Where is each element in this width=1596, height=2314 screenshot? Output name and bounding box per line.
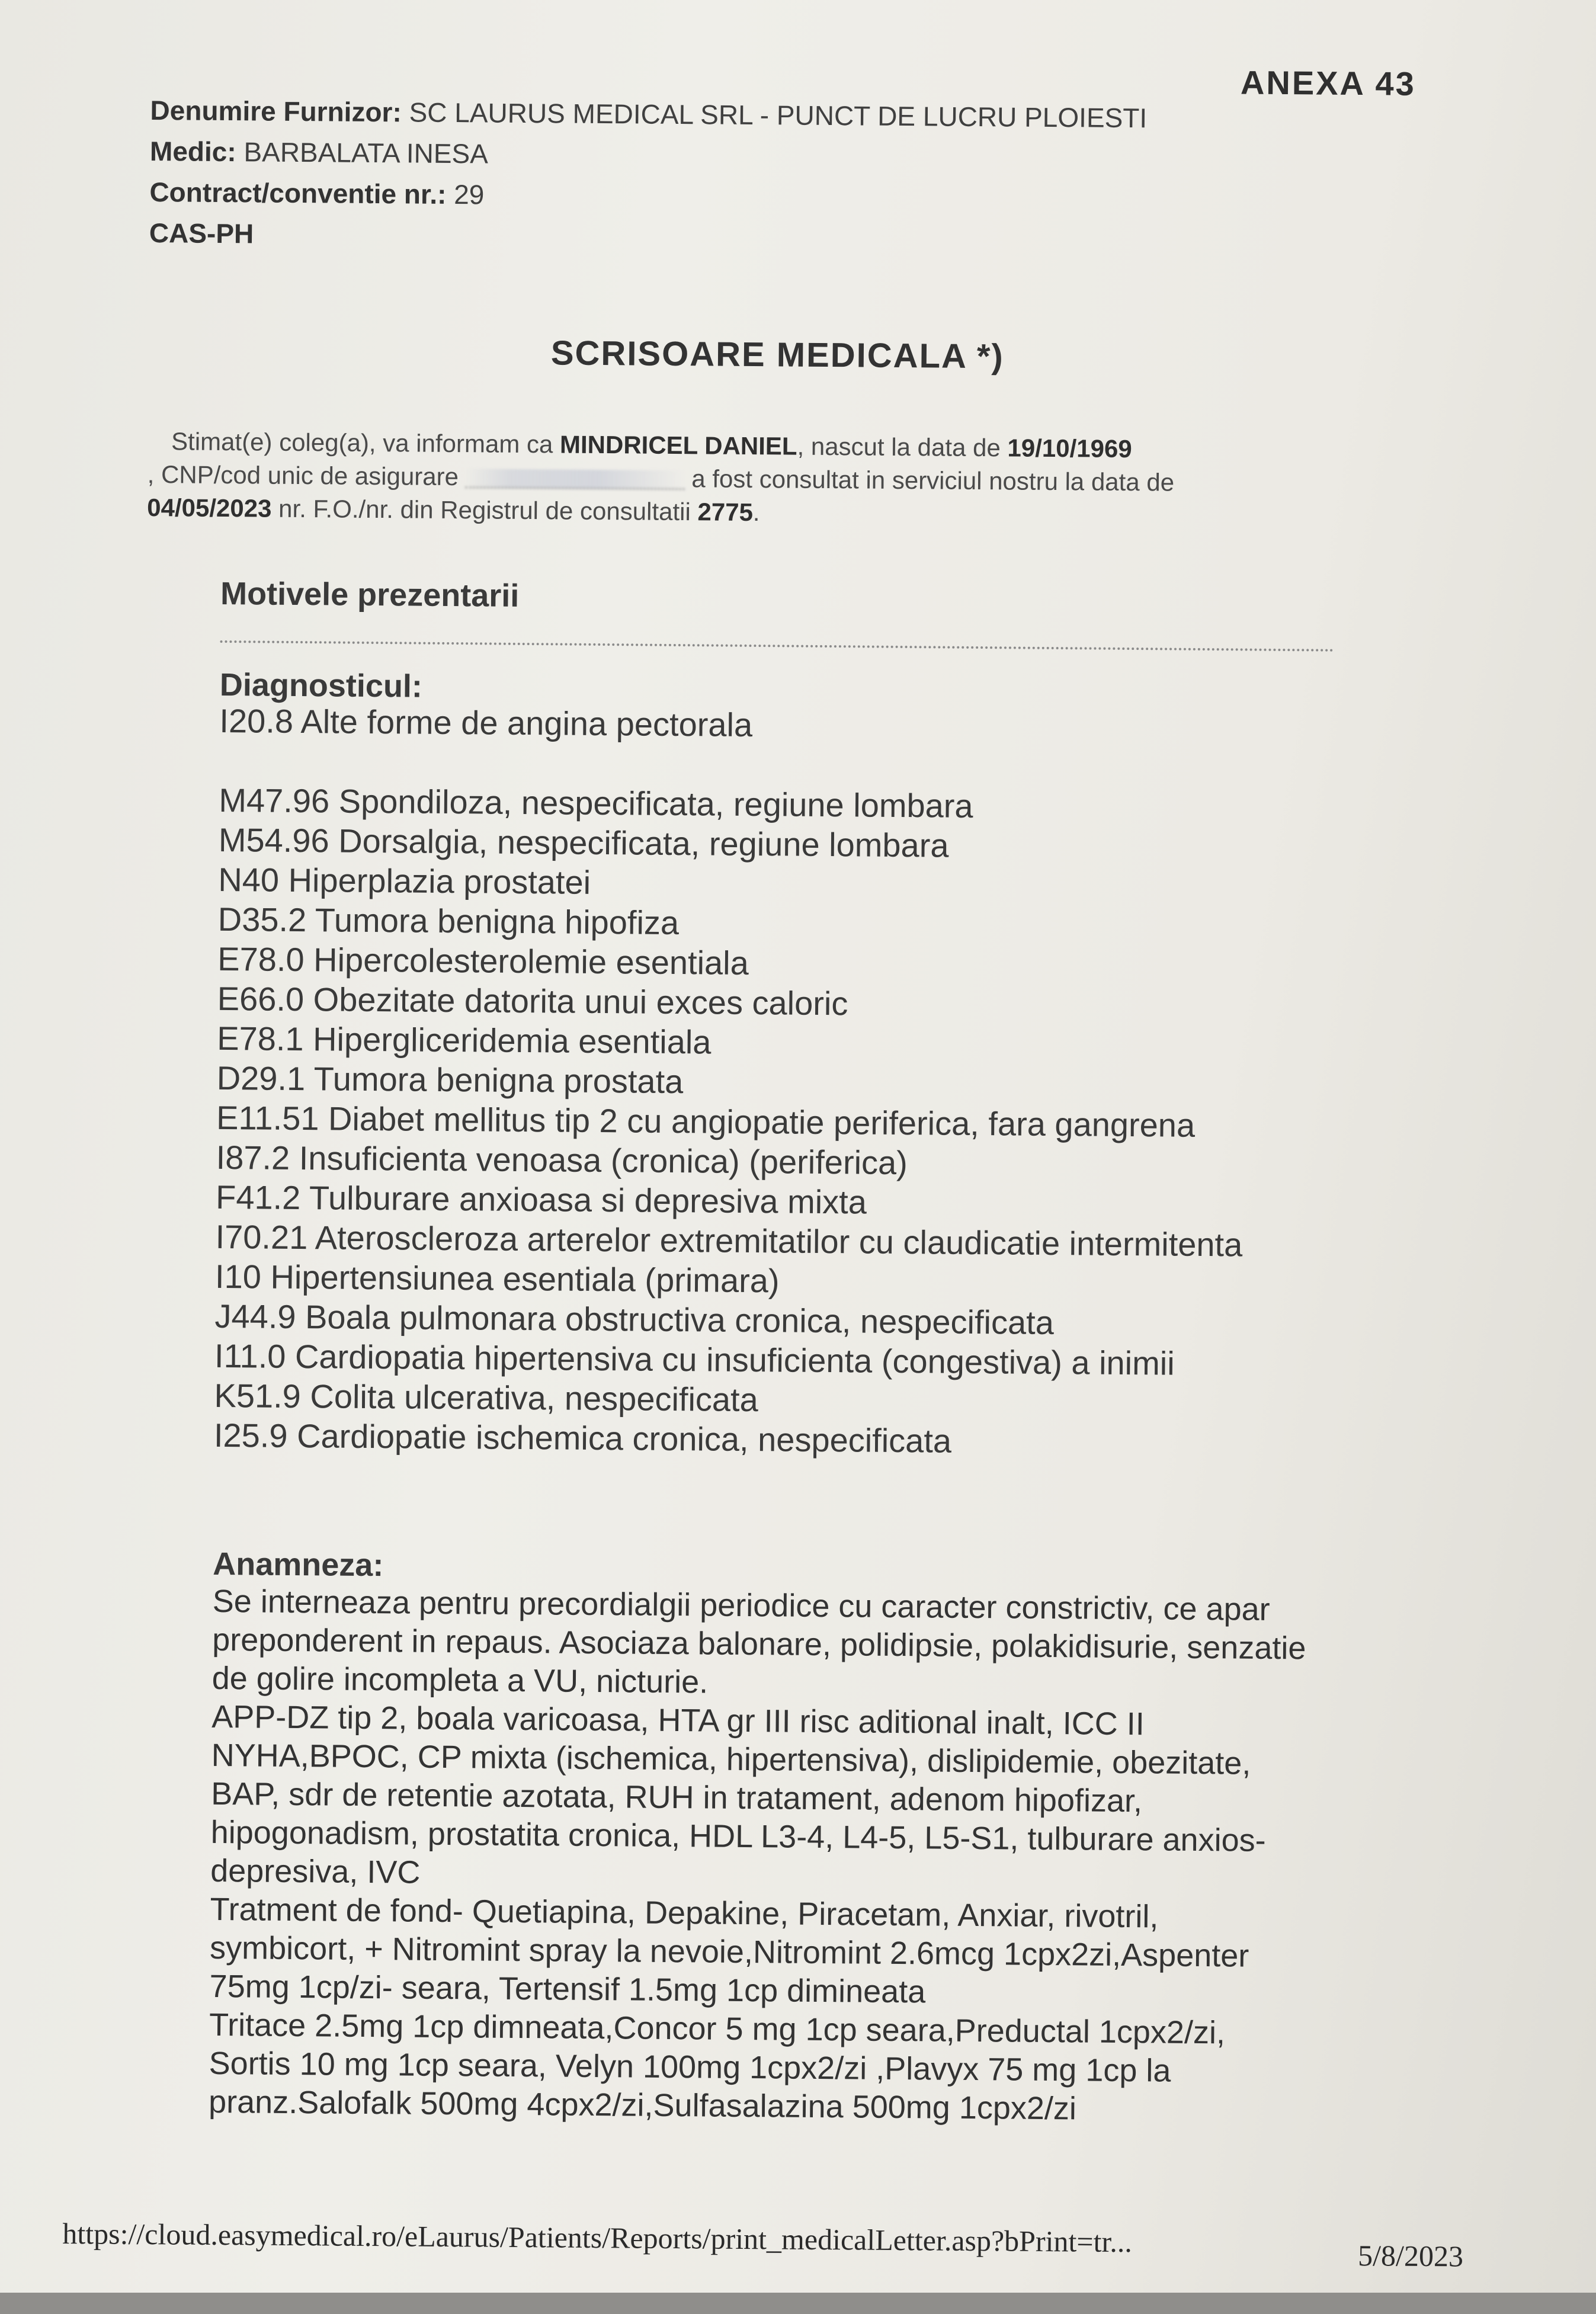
provider-header [149, 90, 1148, 261]
diagnosis-section [214, 666, 1464, 1464]
diagnosis-item: I20.8 Alte forme de angina pectorala [219, 701, 753, 744]
anamnesis-line: preponderent in repaus. Asociaza balonare, polidipsie, polakidisurie, senzatie [212, 1621, 1306, 1666]
anamnesis-line: pranz.Salofalk 500mg 4cpx2/zi,Sulfasalazina 500mg 1cpx2/zi [208, 2084, 1077, 2127]
cas-line: CAS-PH [149, 217, 254, 249]
diagnosis-list [214, 780, 1463, 1464]
anamnesis-line: NYHA,BPOC, CP mixta (ischemica, hipertensiva), dislipidemie, obezitate, [211, 1737, 1251, 1781]
provider-label: Denumire Furnizor: [150, 94, 402, 128]
birth-date: 19/10/1969 [1007, 434, 1132, 463]
footer-url: https://cloud.easymedical.ro/eLaurus/Patients/Reports/print_medicalLetter.asp?bPrint=tr... [62, 2216, 1133, 2259]
diagnosis-item: I87.2 Insuficienta venoasa (cronica) (periferica) [216, 1138, 908, 1182]
motives-heading: Motivele prezentarii [220, 575, 520, 614]
intro-text-1: Stimat(e) coleg(a), va informam ca [171, 427, 553, 459]
anamnesis-line: depresiva, IVC [210, 1853, 421, 1890]
intro-text-4: a fost consultat in serviciul nostru la data de [691, 464, 1175, 496]
anamnesis-line: de golire incompleta a VU, nicturie. [211, 1660, 709, 1700]
intro-text-2: , nascut la data de [797, 432, 1001, 462]
anamnesis-line: Tratment de fond- Quetiapina, Depakine, Piracetam, Anxiar, rivotril, [210, 1891, 1159, 1935]
provider-value: SC LAURUS MEDICAL SRL - PUNCT DE LUCRU PLOIESTI [409, 97, 1148, 134]
anamnesis-line: BAP, sdr de retentie azotata, RUH in tratament, adenom hipofizar, [210, 1775, 1143, 1819]
annex-label: ANEXA 43 [1240, 63, 1416, 102]
footer-date: 5/8/2023 [1357, 2239, 1464, 2273]
doctor-line [150, 131, 1147, 180]
intro-text-6: . [752, 498, 760, 527]
anamnesis-heading: Anamneza: [213, 1546, 384, 1584]
diagnosis-heading: Diagnosticul: [219, 666, 423, 704]
diagnosis-item: E78.0 Hipercolesterolemie esentiala [217, 940, 749, 982]
anamnesis-line: symbicort, + Nitromint spray la nevoie,Nitromint 2.6mcg 1cpx2zi,Aspenter [209, 1930, 1249, 1974]
diagnosis-item: K51.9 Colita ulcerativa, nespecificata [214, 1376, 759, 1419]
motives-dotted-line [220, 640, 1334, 652]
anamnesis-line: hipogonadism, prostatita cronica, HDL L3-4, L4-5, L5-S1, tulburare anxios- [210, 1814, 1266, 1858]
contract-line [149, 172, 1146, 220]
anamnesis-section [209, 1546, 1457, 2131]
doctor-label: Medic: [149, 135, 236, 168]
anamnesis-line: 75mg 1cp/zi- seara, Tertensif 1.5mg 1cp dimineata [209, 1968, 926, 2010]
intro-text-5: nr. F.O./nr. din Registrul de consultatii [278, 494, 691, 526]
redacted-cnp [466, 469, 685, 491]
anamnesis-line: Se interneaza pentru precordialgii periodice cu caracter constrictiv, ce apar [212, 1583, 1270, 1627]
anamnesis-text [209, 1582, 1457, 2131]
intro-text-3: , CNP/cod unic de asigurare [147, 460, 459, 491]
contract-value: 29 [453, 179, 485, 210]
diagnosis-item: E78.1 Hipergliceridemia esentiala [217, 1019, 712, 1061]
anamnesis-line: Sortis 10 mg 1cp seara, Velyn 100mg 1cpx2/zi ,Plavyx 75 mg 1cp la [209, 2045, 1171, 2089]
consult-date: 04/05/2023 [147, 493, 272, 523]
register-number: 2775 [697, 498, 754, 527]
diagnosis-item: M54.96 Dorsalgia, nespecificata, regiune lombara [218, 821, 949, 864]
doctor-value: BARBALATA INESA [243, 136, 489, 169]
diagnosis-item: I11.0 Cardiopatia hipertensiva cu insuficienta (congestiva) a inimii [214, 1337, 1175, 1382]
scan-bottom-edge [0, 2293, 1596, 2314]
intro-paragraph [147, 425, 1332, 534]
diagnosis-item: I70.21 Ateroscleroza arterelor extremitatilor cu claudicatie intermitenta [215, 1217, 1243, 1264]
patient-name: MINDRICEL DANIEL [559, 430, 797, 460]
diagnosis-item: E11.51 Diabet mellitus tip 2 cu angiopatie periferica, fara gangrena [216, 1098, 1196, 1144]
diagnosis-item: I25.9 Cardiopatie ischemica cronica, nespecificata [213, 1416, 952, 1460]
diagnosis-item: J44.9 Boala pulmonara obstructiva cronica, nespecificata [214, 1297, 1055, 1342]
anamnesis-line: Tritace 2.5mg 1cp dimneata,Concor 5 mg 1cp seara,Preductal 1cpx2/zi, [209, 2007, 1226, 2051]
diagnosis-item: D35.2 Tumora benigna hipofiza [217, 900, 680, 942]
diagnosis-item: D29.1 Tumora benigna prostata [216, 1059, 684, 1101]
provider-line [150, 90, 1147, 139]
document-title: SCRISOARE MEDICALA *) [550, 334, 1005, 376]
motives-section [220, 575, 1464, 621]
diagnosis-item: N40 Hiperplazia prostatei [218, 860, 591, 901]
diagnosis-item: E66.0 Obezitate datorita unui exces caloric [217, 979, 848, 1023]
diagnosis-item: F41.2 Tulburare anxioasa si depresiva mixta [215, 1178, 867, 1221]
diagnosis-item: I10 Hipertensiunea esentiala (primara) [214, 1257, 780, 1300]
anamnesis-line: APP-DZ tip 2, boala varicoasa, HTA gr III risc aditional inalt, ICC II [211, 1698, 1145, 1742]
contract-label: Contract/conventie nr.: [149, 176, 447, 210]
diagnosis-item: M47.96 Spondiloza, nespecificata, regiune lombara [219, 781, 973, 825]
